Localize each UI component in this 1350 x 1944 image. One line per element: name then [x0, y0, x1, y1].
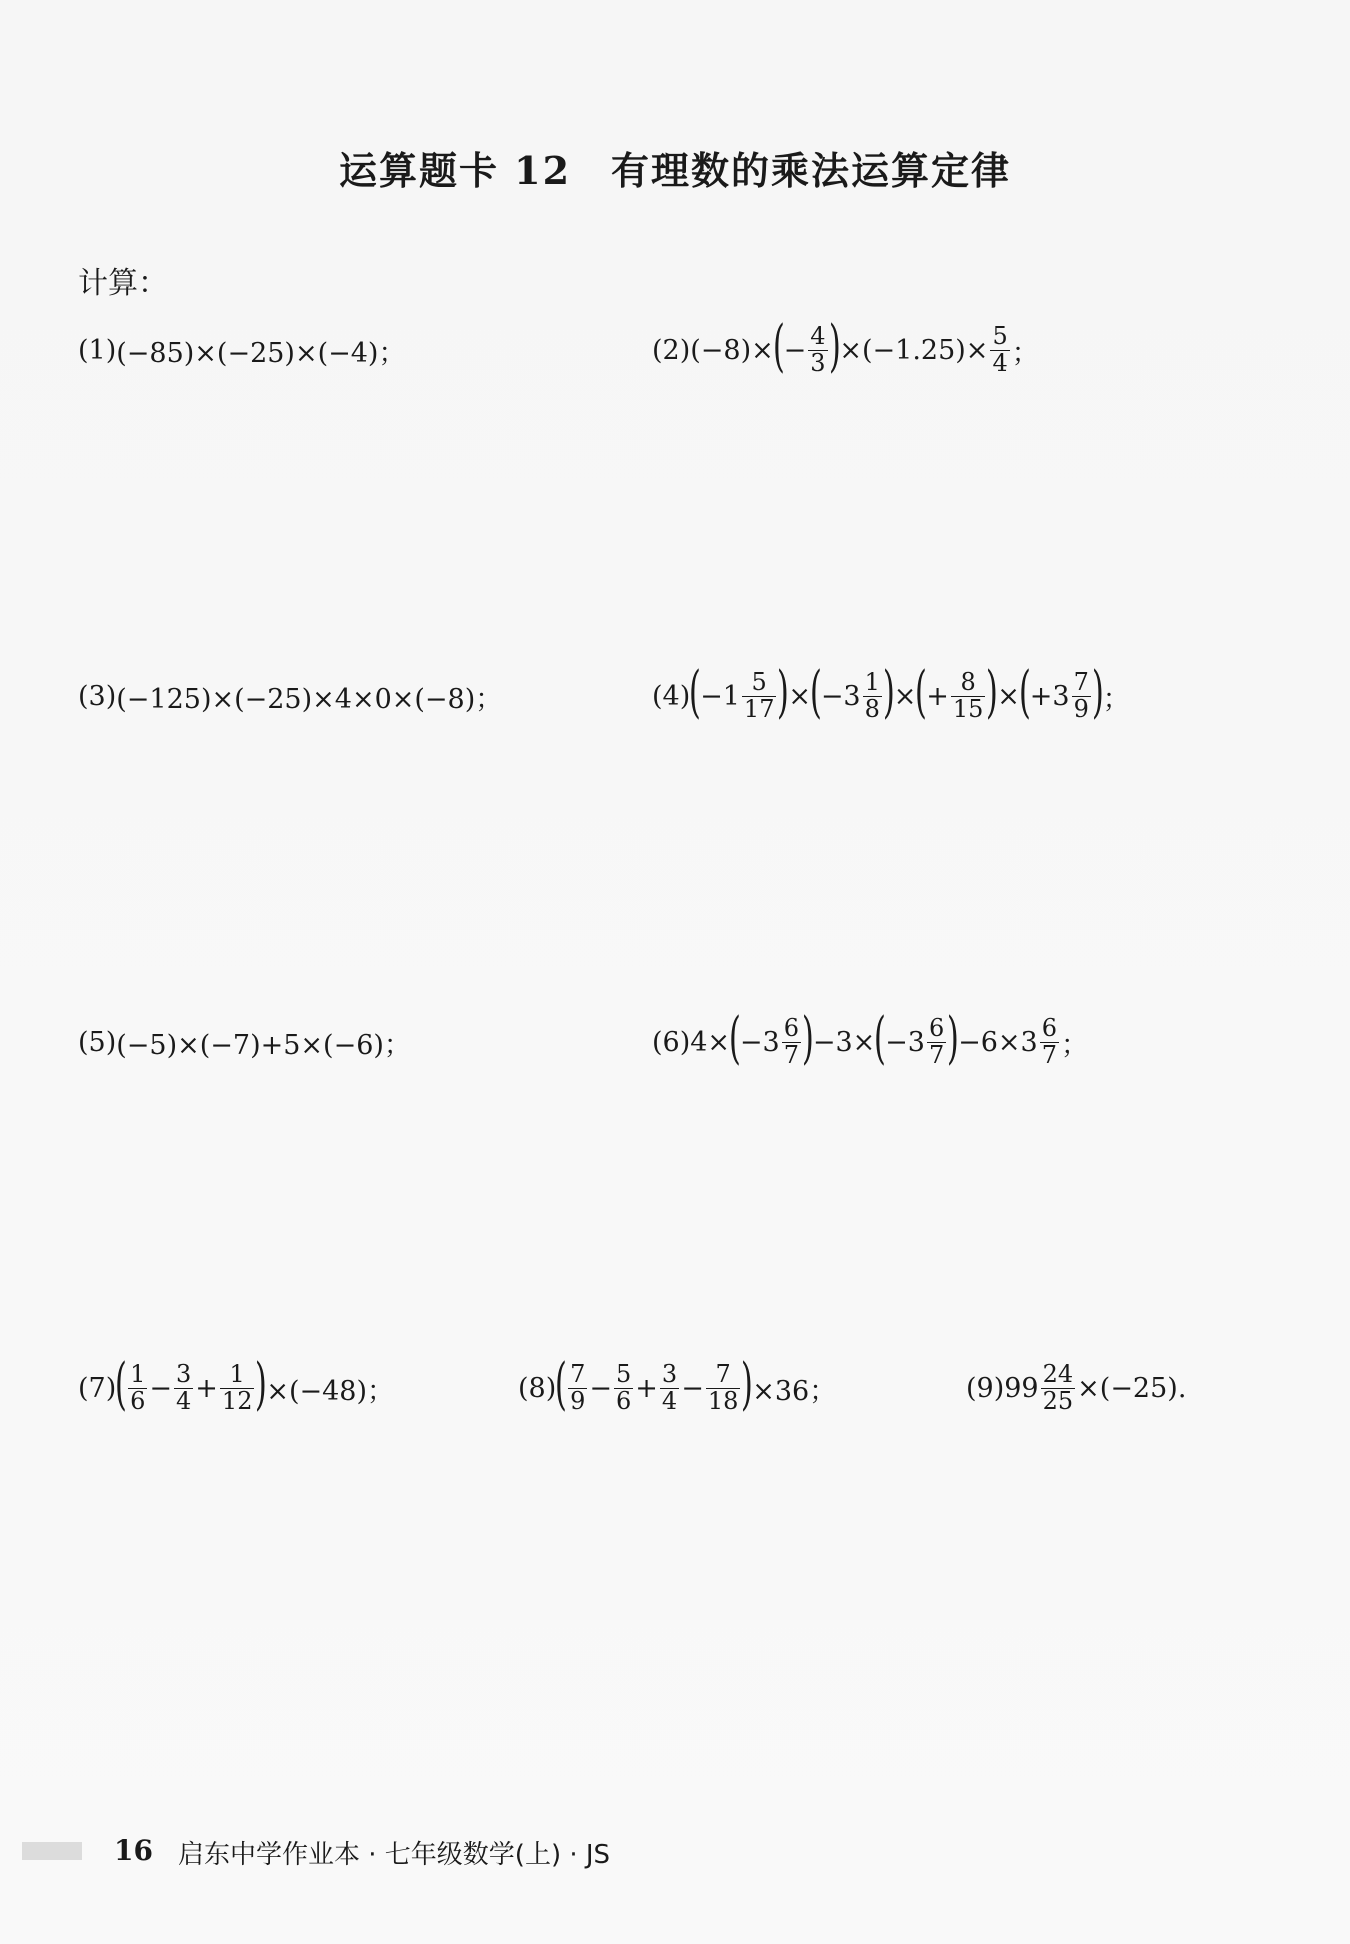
left-paren: ( — [689, 660, 702, 725]
times-sign: × — [788, 680, 811, 712]
denominator: 3 — [810, 348, 826, 377]
fraction — [863, 670, 882, 721]
problem-label: (6) — [652, 1026, 691, 1058]
expression-part: (−8)× — [690, 334, 774, 366]
denominator: 4 — [992, 348, 1008, 377]
right-paren: ) — [741, 1352, 754, 1417]
expression-part: −3× — [812, 1026, 876, 1058]
fraction — [782, 1016, 801, 1067]
expression-end: ； — [1011, 337, 1039, 369]
problem-label: (8) — [518, 1372, 557, 1404]
expression: (−5)×(−7)+5×(−6)； — [116, 1029, 411, 1061]
denominator: 18 — [707, 1386, 739, 1415]
denominator: 6 — [130, 1386, 146, 1415]
problem-8 — [518, 1348, 836, 1428]
book-title: 启东中学作业本 · 七年级数学(上) · JS — [178, 1840, 611, 1870]
plus-sign: + — [926, 680, 949, 712]
problem-label: (5) — [78, 1026, 117, 1058]
footer-bar — [22, 1842, 82, 1860]
problem-label: (2) — [652, 334, 691, 366]
fraction — [990, 324, 1009, 375]
problem-3 — [78, 656, 502, 736]
expression-part: ×(−1.25)× — [839, 334, 989, 366]
fraction — [174, 1362, 193, 1413]
denominator: 25 — [1042, 1386, 1074, 1415]
expression: (−125)×(−25)×4×0×(−8)； — [116, 683, 503, 715]
problem-2 — [652, 310, 1039, 390]
denominator: 17 — [743, 694, 775, 723]
numerator: 1 — [864, 668, 880, 697]
page-number: 16 — [114, 1834, 153, 1867]
numerator: 5 — [616, 1360, 632, 1389]
expression-part: ×36； — [752, 1375, 837, 1407]
minus-sign: − — [149, 1372, 173, 1404]
right-paren: ) — [801, 1006, 814, 1071]
numerator: 7 — [1073, 668, 1089, 697]
denominator: 4 — [176, 1386, 192, 1415]
denominator: 7 — [1041, 1040, 1058, 1069]
right-paren: ) — [255, 1352, 268, 1417]
right-paren: ) — [947, 1006, 960, 1071]
whole-part: 99 — [1004, 1372, 1039, 1404]
fraction — [927, 1016, 946, 1067]
problem-label: (7) — [78, 1372, 117, 1404]
whole-part: −1 — [700, 680, 740, 712]
problem-1 — [78, 310, 405, 390]
left-paren: ( — [874, 1006, 887, 1071]
times-sign: × — [997, 680, 1020, 712]
whole-part: −3 — [739, 1026, 780, 1058]
denominator: 9 — [570, 1386, 586, 1415]
expression-end: ； — [1061, 1029, 1089, 1061]
expression-part: −6×3 — [958, 1026, 1038, 1058]
numerator: 3 — [661, 1360, 678, 1389]
whole-part: +3 — [1029, 680, 1070, 712]
denominator: 7 — [928, 1040, 945, 1069]
expression-part: ×(−48)； — [266, 1375, 394, 1407]
problem-label: (4) — [652, 680, 691, 712]
fraction — [660, 1362, 679, 1413]
left-paren: ( — [915, 660, 928, 725]
plus-sign: + — [635, 1372, 658, 1404]
left-paren: ( — [115, 1352, 128, 1417]
problem-7 — [78, 1348, 394, 1428]
right-paren: ) — [1091, 660, 1104, 725]
fraction — [706, 1362, 741, 1413]
numerator: 1 — [130, 1360, 146, 1389]
fraction — [742, 670, 777, 721]
numerator: 3 — [176, 1360, 192, 1389]
problem-label: (9) — [966, 1372, 1005, 1404]
minus-sign: − — [589, 1372, 613, 1404]
fraction — [808, 324, 827, 375]
numerator: 6 — [928, 1014, 945, 1043]
numerator: 5 — [751, 668, 767, 697]
fraction — [220, 1362, 255, 1413]
expression-part: ×(−25). — [1077, 1372, 1187, 1404]
numerator: 6 — [783, 1014, 800, 1043]
right-paren: ) — [882, 660, 895, 725]
plus-sign: + — [195, 1372, 218, 1404]
fraction — [568, 1362, 587, 1413]
denominator: 7 — [783, 1040, 800, 1069]
numerator: 6 — [1041, 1014, 1058, 1043]
fraction — [128, 1362, 147, 1413]
fraction — [1041, 1362, 1076, 1413]
denominator: 9 — [1073, 694, 1089, 723]
fraction — [1072, 670, 1091, 721]
page-title: 运算题卡 12 有理数的乘法运算定律 — [338, 148, 1012, 193]
times-sign: × — [893, 680, 917, 712]
left-paren: ( — [555, 1352, 568, 1417]
numerator: 1 — [229, 1360, 245, 1389]
expression-end: ； — [1102, 683, 1130, 715]
problem-5 — [78, 1002, 411, 1082]
denominator: 8 — [864, 694, 880, 723]
right-paren: ) — [828, 314, 841, 379]
problem-label: (3) — [78, 680, 117, 712]
numerator: 8 — [960, 668, 976, 697]
fraction — [1040, 1016, 1059, 1067]
instruction-text: 计算： — [78, 266, 168, 301]
left-paren: ( — [728, 1006, 742, 1071]
problem-6 — [652, 1002, 1088, 1082]
problem-4 — [652, 656, 1130, 736]
problem-9 — [966, 1348, 1186, 1428]
numerator: 24 — [1042, 1360, 1074, 1389]
numerator: 5 — [992, 322, 1008, 351]
denominator: 15 — [952, 694, 984, 723]
fraction — [614, 1362, 633, 1413]
left-paren: ( — [1018, 660, 1031, 725]
minus-sign: − — [783, 334, 807, 366]
problem-label: (1) — [78, 334, 117, 366]
left-paren: ( — [809, 660, 822, 725]
numerator: 7 — [570, 1360, 586, 1389]
right-paren: ) — [986, 660, 999, 725]
numerator: 4 — [810, 322, 826, 351]
numerator: 7 — [715, 1360, 731, 1389]
left-paren: ( — [772, 314, 785, 379]
page-footer — [0, 1832, 1350, 1872]
denominator: 6 — [616, 1386, 632, 1415]
right-paren: ) — [777, 660, 790, 725]
minus-sign: − — [681, 1372, 704, 1404]
whole-part: −3 — [820, 680, 861, 712]
expression: (−85)×(−25)×(−4)； — [116, 337, 406, 369]
whole-part: −3 — [885, 1026, 925, 1058]
fraction — [951, 670, 986, 721]
expression-part: 4× — [690, 1026, 731, 1058]
denominator: 12 — [221, 1386, 253, 1415]
denominator: 4 — [661, 1386, 678, 1415]
